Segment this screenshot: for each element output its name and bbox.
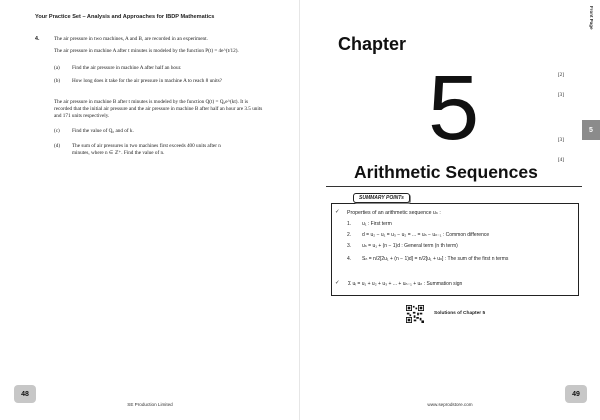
question-number: 4. [35,36,40,42]
part-d-marks: [4] [557,157,564,163]
part-d-text: The sum of air pressures in two machines first exceeds 400 units after n minutes, where n ∈ ℤ⁺. Find the value of n. [72,143,221,156]
summary-heading: Properties of an arithmetic sequence uₙ : [347,210,441,216]
front-page-side-label: Front Page [589,6,594,30]
part-c-label: (c) [54,128,60,134]
summary-item: Sₙ = n/2[2u₁ + (n − 1)d] = n/2[u₁ + uₙ] : The sum of the first n terms [362,256,509,262]
part-c-marks: [3] [557,137,564,143]
part-c-text: Find the value of Q₀ and of k. [72,128,134,134]
checkmark-icon: ✓ [335,209,340,215]
summary-item: uₙ = u₁ + (n − 1)d : General term (n th term) [362,243,458,249]
part-b-marks: [3] [557,92,564,98]
machine-a-model: The air pressure in machine A after t minutes is modeled by the function P(t) = 4e^(t/12). [54,48,239,54]
summary-points-label: SUMMARY POINTs [353,193,410,203]
summation-line: Σ uᵢ = u₁ + u₂ + u₃ + ... + uₙ₋₁ + uₙ : Summation sign [348,281,463,287]
summary-item: d = u₂ − u₁ = u₃ − u₂ = ... = uₙ − uₙ₋₁ : Common difference [362,232,490,238]
summary-item-number: 2. [347,232,352,238]
right-page-footer[interactable]: www.seprodstore.com [427,402,473,407]
summary-item-number: 3. [347,243,352,249]
summary-item-number: 4. [347,256,352,262]
question-intro: The air pressure in two machines, A and B, are recorded in an experiment. [54,36,208,42]
chapter-number: 5 [428,57,480,159]
part-d-label: (d) [54,143,61,149]
part-b-label: (b) [54,78,61,84]
left-page-number: 48 [14,385,36,403]
part-a-label: (a) [54,65,60,71]
machine-b-model: The air pressure in machine B after t minutes is modeled by the function Q(t) = Q₀e^(kt). It is recorded that the initial air pressure and the air pressure in machine B after half an hour are 3.5 units and 171 units respectively. [54,99,263,119]
chapter-side-tab: 5 [582,120,600,140]
checkmark-icon: ✓ [335,280,340,286]
left-page-footer: SE Production Limited [127,402,173,407]
chapter-title: Arithmetic Sequences [354,162,538,182]
part-a-marks: [2] [557,72,564,78]
qr-code-icon[interactable] [406,305,424,323]
page-gutter [299,0,300,420]
title-divider [326,186,582,187]
left-page-header: Your Practice Set – Analysis and Approaches for IBDP Mathematics [35,14,215,20]
summary-item: u₁ : First term [362,221,392,227]
summary-item-number: 1. [347,221,352,227]
part-b-text: How long does it take for the air pressure in machine A to reach 8 units? [72,78,222,84]
right-page-number: 49 [565,385,587,403]
qr-caption: Solutions of Chapter 5 [434,311,486,316]
part-a-text: Find the air pressure in machine A after half an hour. [72,65,182,71]
chapter-heading: Chapter [338,34,407,54]
